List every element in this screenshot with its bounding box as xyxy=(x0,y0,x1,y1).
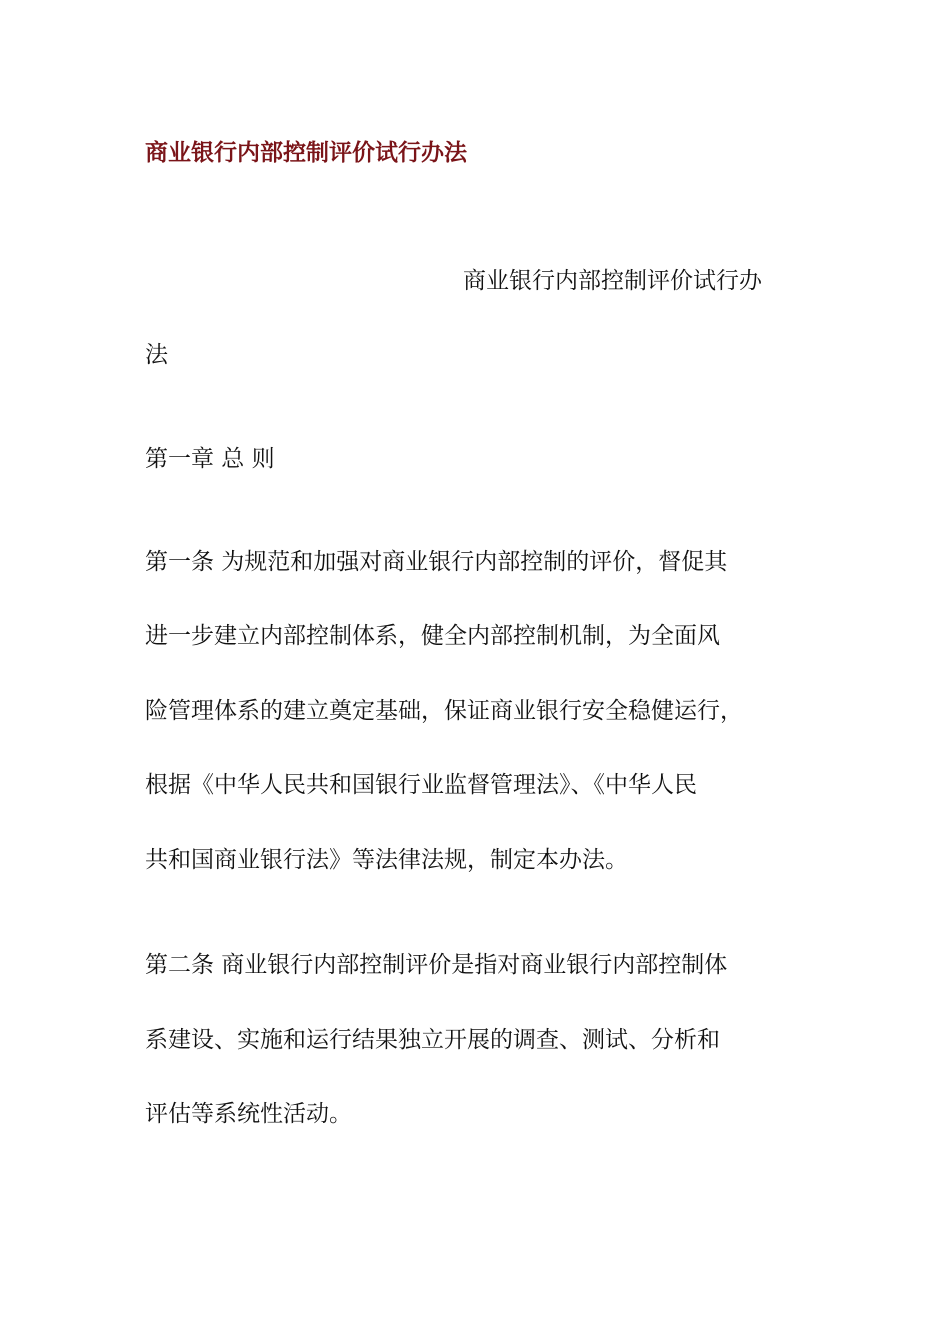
article1-line-4: 根据《中华人民共和国银行业监督管理法》、《中华人民 xyxy=(145,772,697,798)
article2-line-3: 评估等系统性活动。 xyxy=(145,1101,352,1127)
article1-line-3: 险管理体系的建立奠定基础，保证商业银行安全稳健运行， xyxy=(145,698,743,724)
heading-line-2: 法 xyxy=(145,342,168,368)
article1-line-1: 第一条 为规范和加强对商业银行内部控制的评价，督促其 xyxy=(145,549,728,575)
article2-line-2: 系建设、实施和运行结果独立开展的调查、测试、分析和 xyxy=(145,1027,720,1053)
article1-line-5: 共和国商业银行法》等法律法规，制定本办法。 xyxy=(145,847,628,873)
document-title: 商业银行内部控制评价试行办法 xyxy=(145,139,467,166)
heading-line-1: 商业银行内部控制评价试行办 xyxy=(463,268,762,294)
chapter-heading: 第一章 总 则 xyxy=(145,446,275,472)
article1-line-2: 进一步建立内部控制体系，健全内部控制机制，为全面风 xyxy=(145,623,720,649)
article2-line-1: 第二条 商业银行内部控制评价是指对商业银行内部控制体 xyxy=(145,952,728,978)
